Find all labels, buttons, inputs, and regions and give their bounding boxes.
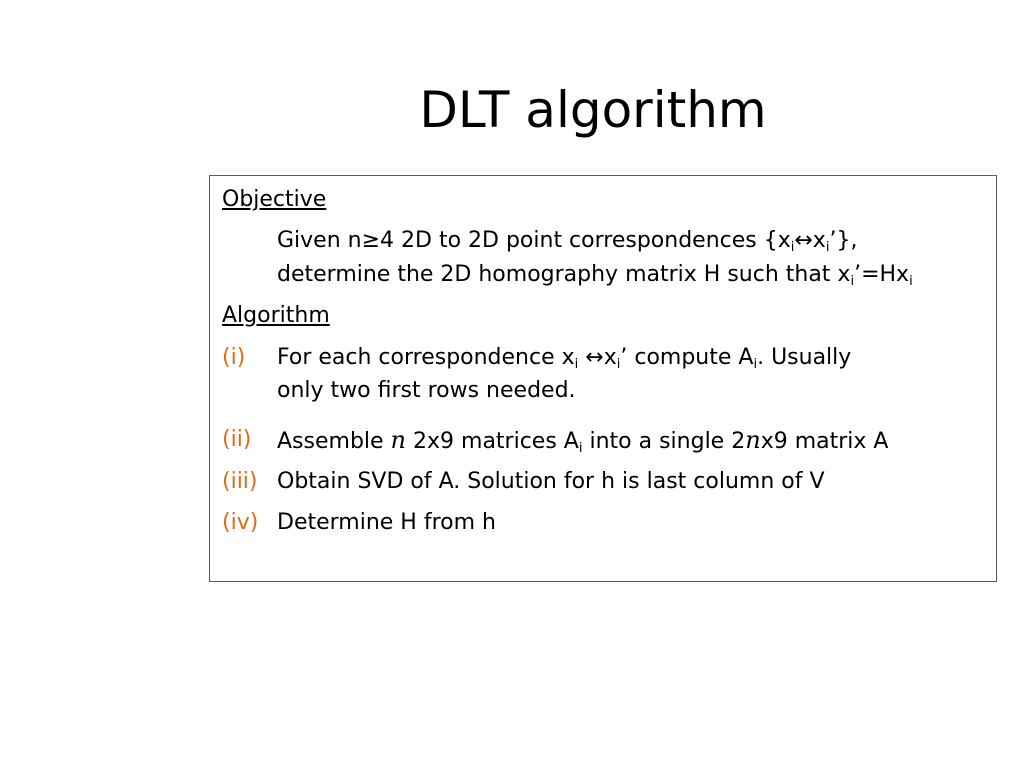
- dlt-content-box: [209, 175, 997, 582]
- step-number: (iv): [222, 510, 259, 535]
- step-text: Assemble: [277, 429, 391, 454]
- objective-text: ’},: [829, 228, 858, 253]
- step-1-line-2: only two first rows needed.: [277, 378, 576, 403]
- step-number: (iii): [222, 469, 258, 494]
- objective-text: determine the 2D homography matrix H such that x: [277, 262, 851, 287]
- step-2-line: [277, 426, 888, 456]
- step-3-line: Obtain SVD of A. Solution for h is last column of V: [277, 469, 825, 494]
- subscript: i: [790, 240, 795, 255]
- step-text: 2x9 matrices A: [406, 429, 579, 454]
- subscript: i: [578, 441, 583, 456]
- subscript: i: [616, 357, 621, 372]
- step-4-line: Determine H from h: [277, 510, 496, 535]
- objective-text: ↔x: [794, 228, 826, 253]
- italic-variable: n: [390, 426, 407, 454]
- step-text: For each correspondence x: [277, 345, 575, 370]
- subscript: i: [825, 240, 830, 255]
- step-text: ’ compute A: [620, 345, 754, 370]
- objective-text: Given n≥4 2D to 2D point correspondences {x: [277, 228, 791, 253]
- step-1-line-1: [277, 344, 851, 372]
- step-text: into a single 2: [582, 429, 746, 454]
- step-number: (ii): [222, 427, 252, 452]
- subscript: i: [850, 274, 855, 289]
- step-number: (i): [222, 345, 246, 370]
- subscript: i: [909, 274, 913, 289]
- subscript: i: [753, 357, 758, 372]
- slide-title: DLT algorithm: [419, 81, 767, 139]
- step-text: . Usually: [757, 345, 852, 370]
- objective-heading: Objective: [222, 187, 327, 212]
- objective-line-1: [277, 227, 857, 255]
- objective-line-2: [277, 261, 913, 289]
- objective-text: ’=Hx: [854, 262, 910, 287]
- subscript: i: [574, 357, 579, 372]
- step-text: ↔x: [578, 345, 617, 370]
- italic-variable: n: [745, 426, 761, 454]
- algorithm-heading: Algorithm: [222, 303, 330, 328]
- step-text: x9 matrix A: [760, 429, 889, 454]
